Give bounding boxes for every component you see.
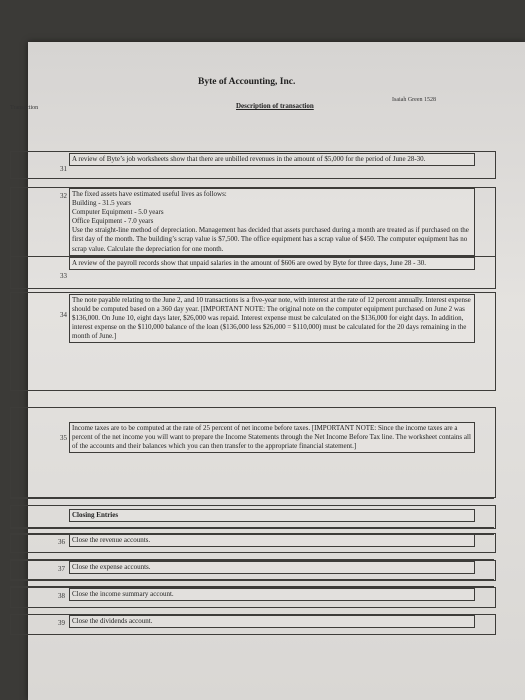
transaction-number: 36	[58, 538, 65, 546]
transaction-description: Close the income summary account.	[69, 588, 475, 601]
document-title: Byte of Accounting, Inc.	[198, 77, 296, 87]
student-name: Isaiah Green 1528	[392, 97, 436, 103]
transaction-description: A review of Byte’s job worksheets show that there are unbilled revenues in the amount of $5,000 for the period of June 28-30.	[69, 153, 475, 166]
description-column-header: Description of transaction	[236, 102, 314, 110]
transaction-description: The note payable relating to the June 2, and 10 transactions is a five-year note, with interest at the rate of 12 percent annually. Interest expense should be computed based on a 360 day year. [IMPORTANT NOTE: The original note on the computer equipment purchased on June 2 was $136,000. On June 10, eight days later, $26,000 was repaid. Interest expense must be calculated on the $136,000 for eight days. In addition, interest expense on the $110,000 balance of the loan ($136,000 less $26,000 = $110,000) must be calculated for the 20 days remaining in the month of June.]	[69, 294, 475, 343]
separator-bar	[10, 552, 494, 560]
transaction-number: 32	[60, 192, 67, 200]
transaction-description: Close the revenue accounts.	[69, 534, 475, 547]
transaction-number: 37	[58, 565, 65, 573]
transaction-number: 35	[60, 434, 67, 442]
transaction-number: 38	[58, 592, 65, 600]
transaction-number: 33	[60, 272, 67, 280]
transaction-number: 31	[60, 165, 67, 173]
transaction-description: Close the dividends account.	[69, 615, 475, 628]
transaction-number: 39	[58, 619, 65, 627]
transaction-number: 34	[60, 311, 67, 319]
transaction-description: The fixed assets have estimated useful lives as follows: Building - 31.5 years Computer Equipment - 5.0 years Office Equipment - 7.0 years Use the straight-line method of depreciation. Management has decided that assets purchased during a month are treated as if purchased on the first day of the month. The building’s scrap value is $7,500. The office equipment has a scrap value of $450. The computer equipment has no scrap value. Calculate the depreciation for one month.	[69, 188, 475, 256]
transaction-description: Income taxes are to be computed at the rate of 25 percent of net income before taxes. [IMPORTANT NOTE: Since the income taxes are a percent of the net income you will want to prepare the Income Statements through the Net Income Before Tax line. The worksheet contains all of the accounts and their balances which you can then transfer to the appropriate financial statement.]	[69, 422, 475, 453]
transaction-description: A review of the payroll records show that unpaid salaries in the amount of $606 are owed by Byte for three days, June 28 - 30.	[69, 257, 475, 270]
closing-entries-heading: Closing Entries	[69, 509, 475, 522]
transaction-column-header: Transaction	[10, 105, 39, 111]
separator-bar	[10, 579, 494, 587]
transaction-description: Close the expense accounts.	[69, 561, 475, 574]
